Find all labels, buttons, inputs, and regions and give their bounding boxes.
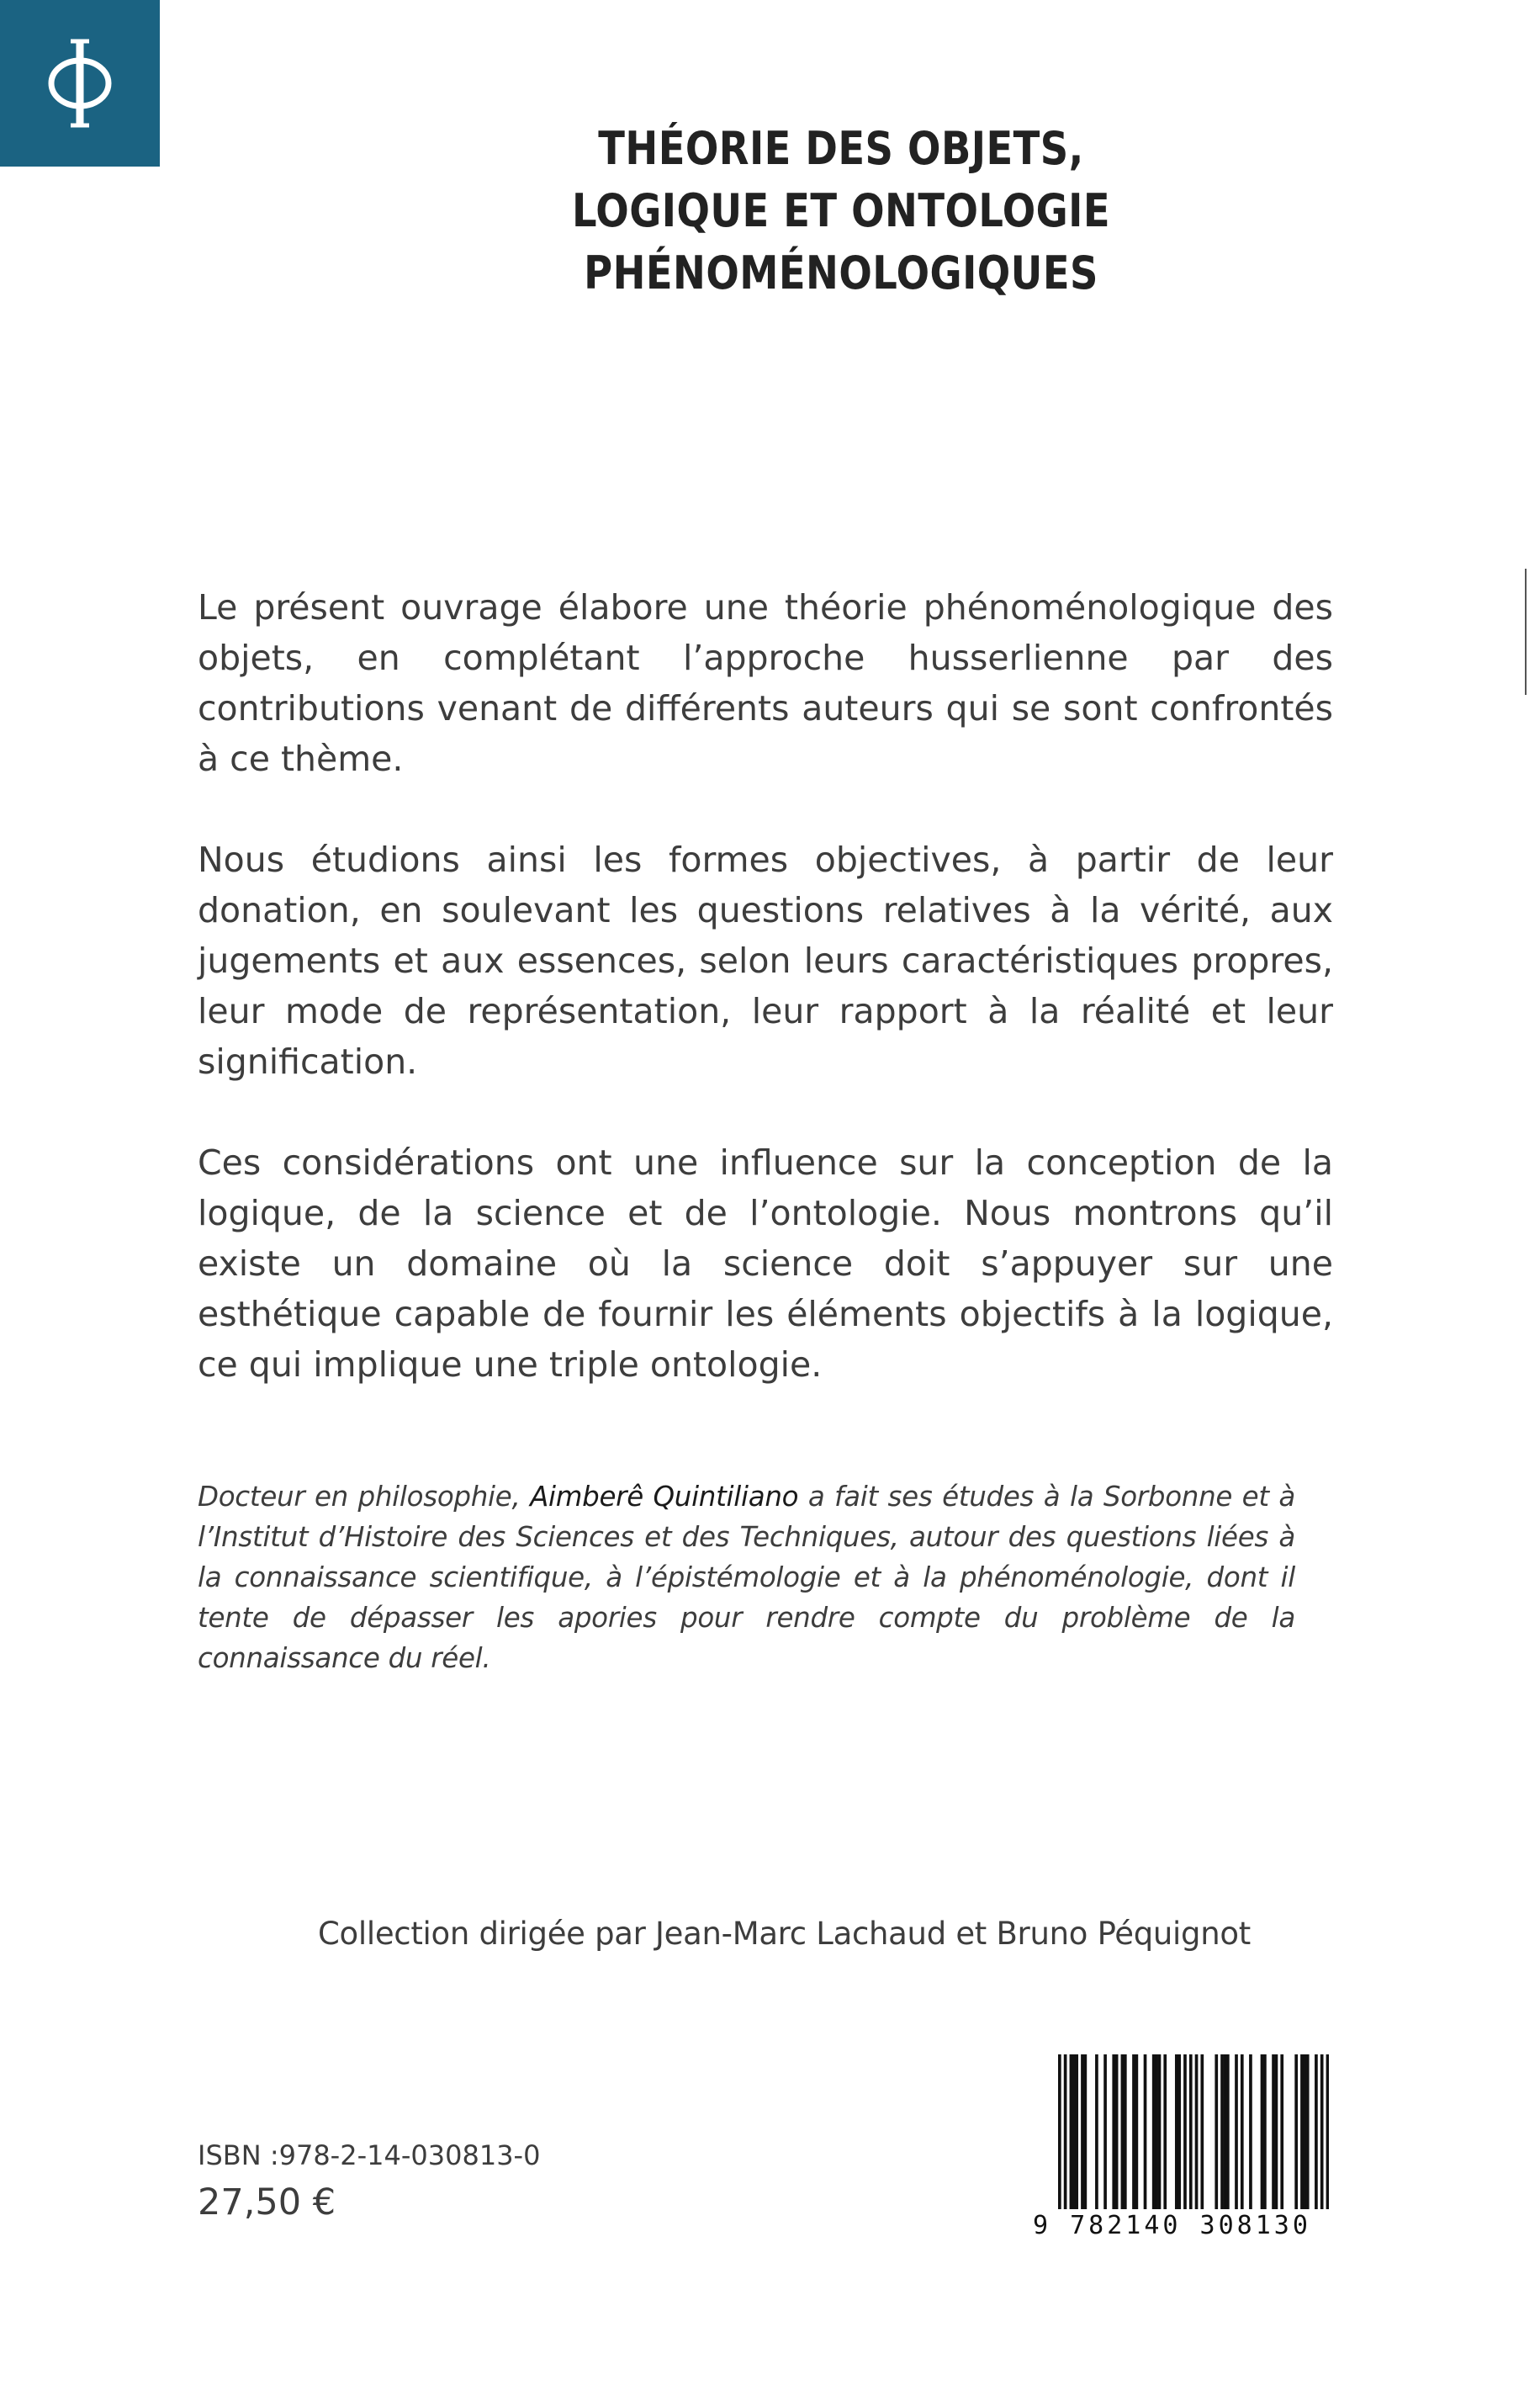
title-line-1: THÉORIE DES OBJETS,: [598, 122, 1084, 175]
barcode-bar: [1132, 2054, 1135, 2209]
author-bio-suffix: a fait ses études à la Sorbonne et à l’Institut d’Histoire des Sciences et des Techniques, autour des questions liées à la connaissance scientifique, à l’épistémologie et à la phénoménologie, dont il tente de dépasser les apories pour rendre compte du problème de la connaissance du réel.: [198, 1481, 1296, 1674]
book-price: 27,50 €: [198, 2181, 336, 2223]
barcode-bar: [1195, 2054, 1199, 2209]
barcode-bar: [1112, 2054, 1115, 2209]
barcode-bar: [1220, 2054, 1224, 2209]
barcode-bar: [1155, 2054, 1158, 2209]
summary-paragraph-2: Nous étudions ainsi les formes objectives, à partir de leur donation, en soulevant les questions relatives à la vérité, aux jugements et aux essences, selon leurs caractéristiques propres, leur mode de représentation, leur rapport à la réalité et leur signification.: [198, 840, 1333, 1082]
barcode-bar: [1200, 2054, 1204, 2209]
barcode-bar: [1152, 2054, 1156, 2209]
book-title: [523, 118, 1160, 305]
barcode-bar: [1249, 2054, 1252, 2209]
barcode-bar: [1158, 2054, 1162, 2209]
barcode-bar: [1175, 2054, 1178, 2209]
barcode-bar: [1103, 2054, 1107, 2209]
barcode-bar: [1070, 2054, 1073, 2209]
phi-logo-icon: [44, 33, 116, 134]
barcode-bar: [1072, 2054, 1076, 2209]
isbn-number: ISBN :978-2-14-030813-0: [198, 2139, 541, 2171]
barcode: [1033, 2054, 1329, 2246]
summary-paragraph-3: Ces considérations ont une influence sur la conception de la logique, de la science et de l’ontologie. Nous montrons qu’il existe un domaine où la science doit s’appuyer sur une esthétique capable de fournir les éléments objectifs à la logique, ce qui implique une triple ontologie.: [198, 1142, 1333, 1385]
barcode-bar: [1241, 2054, 1244, 2209]
barcode-bar: [1177, 2054, 1181, 2209]
author-name: Aimberê Quintiliano: [530, 1481, 799, 1513]
barcode-bar: [1320, 2054, 1324, 2209]
barcode-bar: [1163, 2054, 1167, 2209]
barcode-bar: [1224, 2054, 1227, 2209]
barcode-bar: [1300, 2054, 1304, 2209]
barcode-bar: [1326, 2054, 1329, 2209]
collection-credit: Collection dirigée par Jean-Marc Lachaud et Bruno Péquignot: [318, 1916, 1251, 1952]
barcode-bar: [1135, 2054, 1139, 2209]
summary-paragraph-1: Le présent ouvrage élabore une théorie phénoménologique des objets, en complétant l’approche husserlienne par des contributions venant de différents auteurs qui se sont confrontés à ce thème.: [198, 587, 1333, 779]
barcode-bar: [1095, 2054, 1098, 2209]
barcode-bar: [1226, 2054, 1230, 2209]
barcode-bar: [1315, 2054, 1318, 2209]
barcode-bar: [1280, 2054, 1283, 2209]
title-line-3: PHÉNOMÉNOLOGIQUES: [584, 246, 1098, 299]
barcode-bar: [1064, 2054, 1067, 2209]
author-bio-prefix: Docteur en philosophie,: [198, 1481, 521, 1513]
barcode-bar: [1235, 2054, 1238, 2209]
spine-edge-line: [1525, 569, 1527, 695]
barcode-bar: [1263, 2054, 1267, 2209]
barcode-bar: [1215, 2054, 1218, 2209]
barcode-bar: [1144, 2054, 1147, 2209]
title-line-2: LOGIQUE ET ONTOLOGIE: [571, 184, 1111, 237]
barcode-bar: [1261, 2054, 1264, 2209]
barcode-bar: [1303, 2054, 1306, 2209]
barcode-bar: [1081, 2054, 1084, 2209]
barcode-bar: [1275, 2054, 1278, 2209]
barcode-bar: [1294, 2054, 1298, 2209]
barcode-bar: [1124, 2054, 1127, 2209]
barcode-bar: [1115, 2054, 1119, 2209]
author-biography: [198, 1476, 1295, 1678]
barcode-bar: [1075, 2054, 1078, 2209]
barcode-bar: [1189, 2054, 1193, 2209]
publisher-logo: [0, 0, 160, 167]
barcode-bar: [1058, 2054, 1061, 2209]
summary-text: [198, 582, 1333, 1440]
barcode-digits: 9 782140 308130: [1033, 2211, 1311, 2240]
barcode-bar: [1121, 2054, 1125, 2209]
barcode-bar: [1272, 2054, 1275, 2209]
barcode-bar: [1183, 2054, 1187, 2209]
barcode-bar: [1084, 2054, 1088, 2209]
ean13-barcode-icon: [1058, 2054, 1329, 2209]
barcode-bar: [1306, 2054, 1310, 2209]
